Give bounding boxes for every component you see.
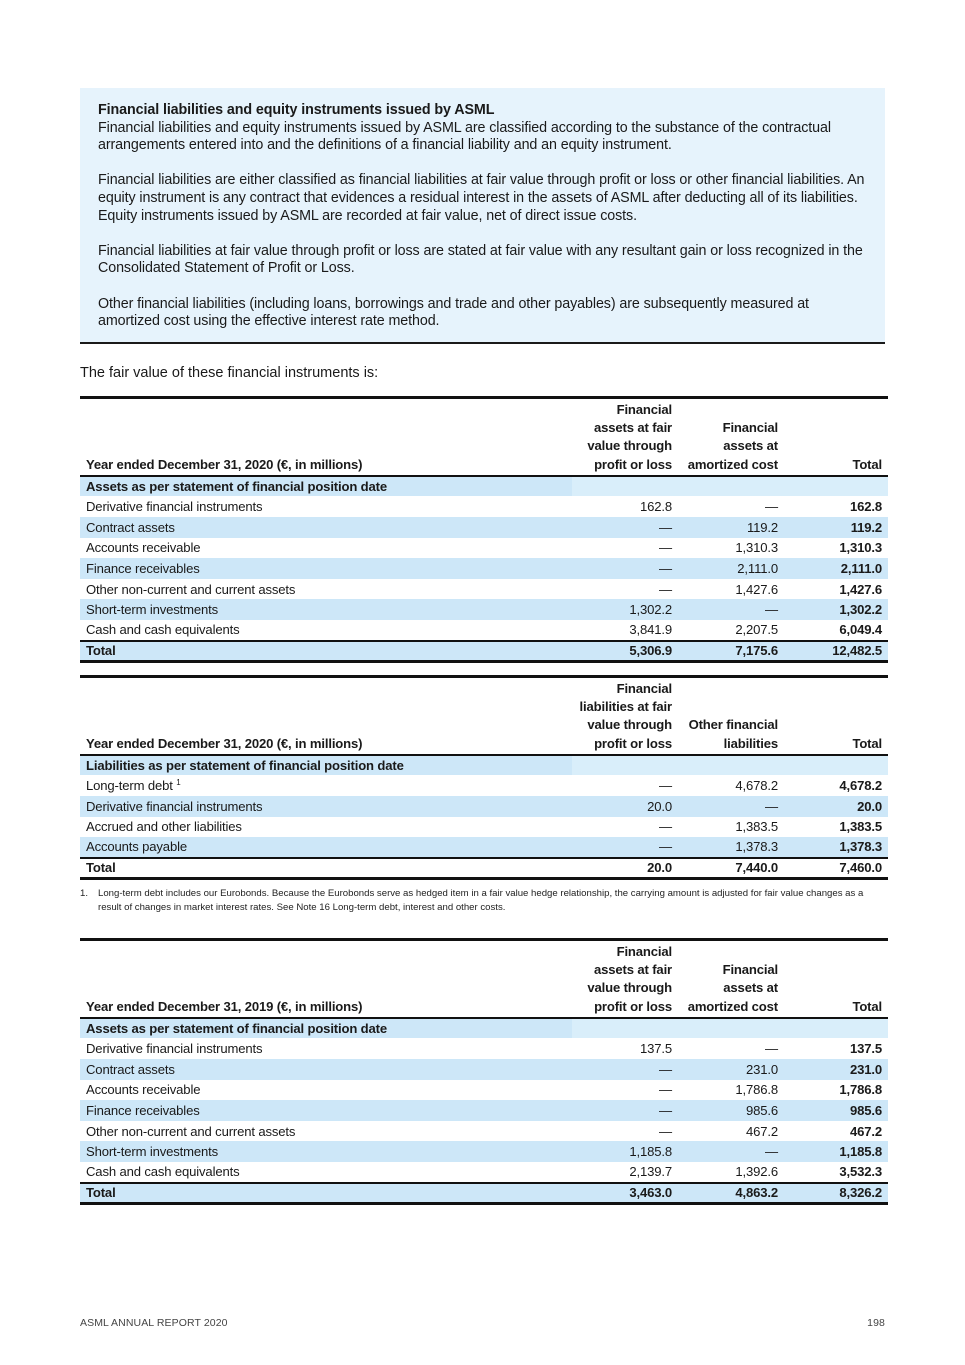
table-row: Contract assets — 119.2 119.2 [80,517,888,538]
column-header-label: Year ended December 31, 2020 (€, in millions) [80,398,572,476]
table-row: Derivative financial instruments 20.0 — 20.0 [80,796,888,817]
footnote-text: Long-term debt includes our Eurobonds. Because the Eurobonds serve as hedged item in a fair value hedge relationship, the carrying amount is adjusted for fair value changes as a result of changes in market interest rates. See Note 16 Long-term debt, interest and other costs. [98,888,864,913]
total-row: Total 20.0 7,440.0 7,460.0 [80,858,888,879]
footnote [80,887,870,915]
table-row: Accounts receivable — 1,786.8 1,786.8 [86,1082,882,1098]
fair-value-assets-2020-table [80,396,888,663]
table-row: Accounts payable — 1,378.3 1,378.3 [80,837,888,858]
table-row: Short-term investments 1,185.8 — 1,185.8 [80,1141,888,1162]
table-row: Other non-current and current assets — 1,427.6 1,427.6 [86,581,882,597]
table-row: Long-term debt $^1$ — 4,678.2 4,678.2 [86,778,882,794]
column-header-fvtpl: Financial assets at fair value through profit or loss [572,940,678,1018]
total-row: Total 5,306.9 7,175.6 12,482.5 [80,641,888,662]
table-row: Short-term investments 1,302.2 — 1,302.2 [80,599,888,620]
page-number: 198 [867,1317,885,1329]
callout-paragraph: Financial liabilities at fair value through profit or loss are stated at fair value with any resultant gain or loss recognized in the Consolidated Statement of Profit or Loss. [98,242,863,277]
callout-paragraph: Financial liabilities and equity instruments issued by ASML are classified according to the substance of the contractual arrangements entered into and the definitions of a financial liability and an equity instrument. [98,119,831,154]
callout-paragraph: Other financial liabilities (including loans, borrowings and trade and other payables) are subsequently measured at amortized cost using the effective interest rate method. [98,295,809,330]
table-row: Other non-current and current assets — 467.2 467.2 [86,1123,882,1139]
footnote-marker: 1 [176,778,181,788]
intro-text: The fair value of these financial instruments is: [80,365,379,381]
column-header-label: Year ended December 31, 2019 (€, in millions) [80,940,572,1018]
footnote-number: 1. [80,888,89,899]
column-header-other-liabilities: Other financial liabilities [678,677,784,755]
table-row: Derivative financial instruments 162.8 — 162.8 [86,499,882,515]
table-row: Accounts receivable — 1,310.3 1,310.3 [86,540,882,556]
section-row: Assets as per statement of financial position date [80,476,888,497]
callout-title: Financial liabilities and equity instruments issued by ASML [98,102,495,118]
column-header-label: Year ended December 31, 2020 (€, in millions) [80,677,572,755]
accounting-policy-callout [80,88,885,344]
total-row: Total 3,463.0 4,863.2 8,326.2 [80,1183,888,1204]
column-header-total: Total [784,677,888,755]
column-header-total: Total [784,398,888,476]
column-header-amortized: Financial assets at amortized cost [678,940,784,1018]
column-header-fvtpl: Financial assets at fair value through profit or loss [572,398,678,476]
fair-value-assets-2019-table [80,938,888,1205]
table-row: Contract assets — 231.0 231.0 [80,1059,888,1080]
table-row: Finance receivables — 2,111.0 2,111.0 [80,558,888,579]
fair-value-liabilities-2020-table [80,675,888,880]
section-row: Liabilities as per statement of financial position date [80,755,888,776]
column-header-amortized: Financial assets at amortized cost [678,398,784,476]
section-row: Assets as per statement of financial position date [80,1018,888,1039]
table-row: Accrued and other liabilities — 1,383.5 1,383.5 [86,819,882,835]
report-footer-title: ASML ANNUAL REPORT 2020 [80,1317,228,1329]
column-header-total: Total [784,940,888,1018]
table-row: Cash and cash equivalents 2,139.7 1,392.6 3,532.3 [86,1164,882,1180]
table-row: Finance receivables — 985.6 985.6 [80,1100,888,1121]
callout-paragraph: Financial liabilities are either classified as financial liabilities at fair value through profit or loss or other financial liabilities. An equity instrument is any contract that evidences a residual interest in the assets of ASML after deducting all of its liabilities. Equity instruments issued by ASML are recorded at fair value, net of direct issue costs. [98,172,865,224]
column-header-fvtpl: Financial liabilities at fair value through profit or loss [572,677,678,755]
table-row: Cash and cash equivalents 3,841.9 2,207.5 6,049.4 [86,622,882,638]
table-row: Derivative financial instruments 137.5 — 137.5 [86,1041,882,1057]
